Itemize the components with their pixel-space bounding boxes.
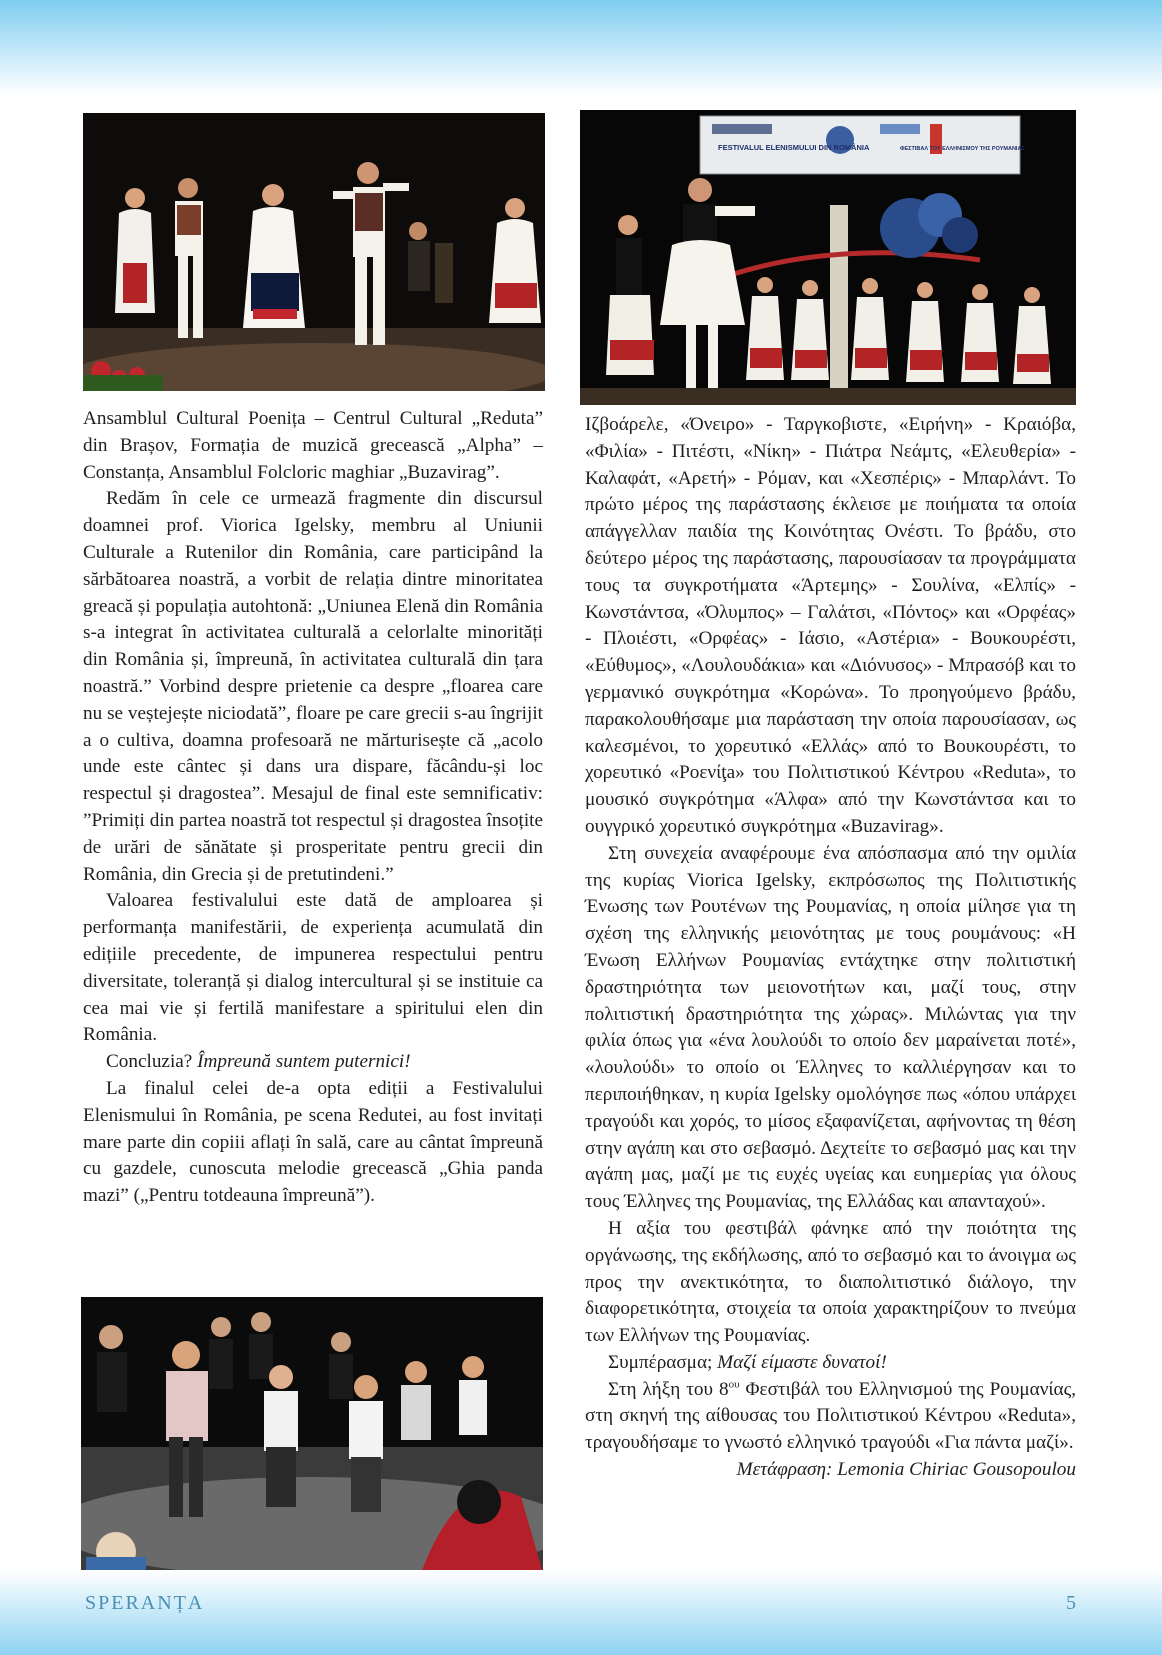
page-number: 5 [1066,1592,1076,1614]
paragraph: Redăm în cele ce urmează fragmente din discursul doamnei prof. Viorica Igelsky, membru al Uniunii Culturale a Rutenilor din România, care participând la sărbătoarea noastră, a vorbit de relația dintre minoritatea greacă și populația autohtonă: „Uniunea Elenă din România s-a integrat în activitatea culturală a celorlalte minorități din România și, împreună, în activitatea culturală din țara noastră.” Vorbind despre prietenie ca despre „floarea care nu se veștejește niciodată”, floare pe care grecii s-au îngrijit a o cultiva, doamna profesoară ne mărturisește că „acolo unde este cântec și dans ura dispare, făcându-și loc respectul și dragostea”. Mesajul de final este semnificativ: ”Primiți din partea noastră tot respectul și dragostea însoțite de urări de sănătate și prosperitate pentru grecii din România, din Grecia și de pretutindeni.” [83,488,543,885]
paragraph: Ansamblul Cultural Poenița – Centrul Cultural „Reduta” din Brașov, Formația de muzică grecească „Alpha” – Constanța, Ansamblul Folcloric maghiar „Buzavirag”. [83,408,543,483]
photo-greek-dancers-banner [580,110,1076,405]
magazine-name: SPERANȚA [85,1592,205,1614]
paragraph: Η αξία του φεστιβάλ φάνηκε από την ποιότητα της οργάνωσης, της εκδήλωσης, από το σεβασμό και το άνοιγμα ως προς την ανεκτικότητα, το διαπολιτιστικό διάλογο, την διαφορετικότητα, στοιχεία τα οποία χαρακτηρίζουν το πνεύμα των Ελλήνων της Ρουμανίας. [585,1217,1077,1347]
conclusion-paragraph [83,1049,543,1076]
conclusion-motto: Împreună suntem puternici! [197,1051,411,1073]
header-gradient-band [0,0,1162,95]
ordinal-superscript: ου [728,1378,740,1391]
closing-text-end: Φεστιβάλ του Ελληνισμού της Ρουμανίας, στη σκηνή της αίθουσας του Πολιτιστικού Κέντρου «Reduta», τραγουδήσαμε το γνωστό ελληνικό τραγούδι «Για πάντα μαζί». [585,1378,1076,1454]
article-column-romanian [83,406,543,1210]
photo-children-dancing [81,1297,543,1573]
conclusion-paragraph [585,1350,1076,1377]
translator-signature: Μετάφραση: Lemonia Chiriac Gousopoulou [736,1459,1076,1481]
conclusion-motto: Μαζί είμαστε δυνατοί! [717,1351,887,1373]
photo-folk-dancers [83,113,545,391]
paragraph: Valoarea festivalului este dată de amploarea și performanța manifestării, de experiența acumulată din edițiile precedente, de impunerea respectului pentru diversitate, toleranță și dialog intercultural și se instituie ca cea mai vie și fertilă manifestare a spiritului elen din România. [83,890,543,1046]
paragraph: Ιζβοάρελε, «Όνειρο» - Ταργκοβιστε, «Ειρήνη» - Κραιόβα, «Φιλία» - Πιτέστι, «Νίκη» - Πιάτρα Νεάμτς, «Ελευθερία» - Καλαφάτ, «Αρετή» - Ρόμαν, και «Χεσπέρις» - Μπαρλάντ. Το πρώτο μέρος της παράστασης έκλεισε με ποιήματα τα οποία απάγγελλαν παιδία της Κοινότητας Ονέστι. Το βράδυ, στο δεύτερο μέρος της παράστασης, παρουσίασαν τα προγράμματα τους τα συγκροτήματα «Άρτεμης» - Σουλίνα, «Ελπίς» - Κωνστάντσα, «Όλυμπος» – Γαλάτσι, «Πόντος» και «Ορφέας» - Πλοιέστι, «Ορφέας» - Ιάσιο, «Αστέρια» - Βουκουρέστι, «Εύθυμος», «Λουλουδάκια» και «Διόνυσος» - Μπρασόβ και το γερμανικό συγκρότημα «Κορώνα». Το προηγούμενο βράδυ, παρακολουθήσαμε μια παράσταση την οποία παρουσίασαν, ως καλεσμένοι, το χορευτικό «Ελλάς» από το Βουκουρέστι, το χορευτικό «Ροενίţa» του Πολιτιστικού Κέντρου «Reduta», το μουσικό συγκρότημα «Άλφα» από την Κωνστάντσα και το ουγγρικό χορευτικό συγκρότημα «Buzavirag». [585,414,1076,837]
closing-text-start: Στη λήξη του 8 [608,1378,729,1400]
banner-text-romanian: FESTIVALUL ELENISMULUI DIN ROMÂNIA [718,143,870,152]
conclusion-lead: Συμπέρασμα; [608,1351,713,1373]
paragraph [585,1377,1076,1457]
paragraph: Στη συνεχεία αναφέρουμε ένα απόσπασμα από την ομιλία της κυρίας Viorica Igelsky, εκπρόσωπος της Πολιτιστικής Ένωσης των Ρουτένων της Ρουμανίας, η οποία μίλησε για τη σχέση της ελληνικής μειονότητας με τους ρουμάνους: «Η Ένωση Ελλήνων Ρουμανίας εντάχτηκε στην πολιτιστική δραστηριότητα των μειονοτήτων και, μαζί τους, στην πολιτιστική δραστηριότητα της χώρας». Μιλώντας για την φιλία όπως για «ένα λουλούδι το οποίο δεν μαραίνεται ποτέ», «λουλούδι» το οποίο οι Έλληνες το καλλιέργησαν και το περιποιήθηκαν, η κυρία Igelsky ομολόγησε πως «όπου υπάρχει τραγούδι και χορός, το μίσος εξαφανίζεται, αφήνοντας τη θέση στην αγάπη και στο σεβασμό. Δεχτείτε το σεβασμό μας και την αγάπη μας, μαζί με τις ευχές υγείας και ευημερίας για όλους τους Έλληνες της Ρουμανίας, της Ελλάδας και απανταχού». [585,842,1076,1213]
article-column-greek [585,412,1076,1484]
conclusion-lead: Concluzia? [106,1051,193,1073]
banner-text-greek: ΦΕΣΤΙΒΑΛ ΤΟΥ ΕΛΛΗΝΙΣΜΟΥ ΤΗΣ ΡΟΥΜΑΝΙΑΣ [900,146,1025,152]
paragraph: La finalul celei de-a opta ediții a Festivalului Elenismului în România, pe scena Redutei, au fost invitați mare parte din copiii aflați în sală, care au cântat împreună cu gazdele, cunoscuta melodie grecească „Ghia panda mazi” („Pentru totdeauna împreună”). [83,1077,543,1207]
